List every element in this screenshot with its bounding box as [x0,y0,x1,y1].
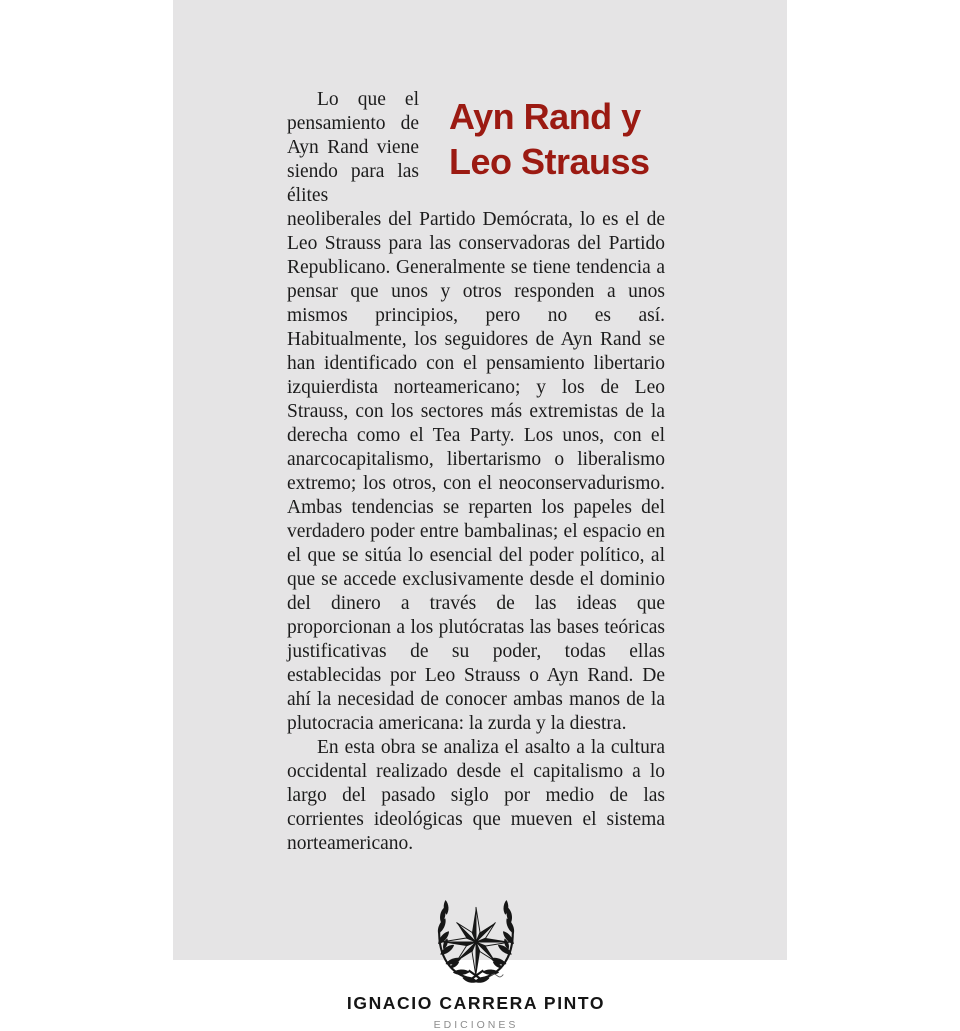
publisher-block [287,900,665,1031]
publisher-name: IGNACIO CARRERA PINTO [346,993,606,1013]
publisher-subtitle: EDICIONES [433,1019,519,1031]
book-title-line1: Ayn Rand y [449,96,641,137]
title-block [449,88,665,207]
synopsis-paragraph-2: En esta obra se analiza el asalto a la cultura occidental realizado desde el capitalismo a lo largo del pasado siglo por medio de las corrientes ideológicas que mueven el sistema norteamericano. [287,737,665,854]
book-title [449,88,665,184]
cover-content [287,88,665,1031]
synopsis-paragraph-1: Lo que el pensamiento de Ayn Rand viene siendo para las élites neoliberales del Partido Demócrata, lo es el de Leo Strauss para las conservadoras del Partido Republicano. Generalmente se tiene tendencia a pensar que unos y otros responden a unos mismos principios, pero no es así. Habitualmente, los seguidores de Ayn Rand se han identificado con el pensamiento libertario izquierdista norteamericano; y los de Leo Strauss, con los sectores más extremistas de la derecha como el Tea Party. Los unos, con el anarcocapitalismo, libertarismo o liberalismo extremo; los otros, con el neoconservadurismo. Ambas tendencias se reparten los papeles del verdadero poder entre bambalinas; el espacio en el que se sitúa lo esencial del poder político, al que se accede exclusivamente desde el dominio del dinero a través de las ideas que proporcionan a los plutócratas las bases teóricas justificativas de su poder, todas ellas establecidas por Leo Strauss o Ayn Rand. De ahí la necesidad de conocer ambas manos de la plutocracia americana: la zurda y la diestra. [287,89,665,734]
book-back-cover [173,0,787,1031]
signature-squiggle [491,974,504,977]
star-laurel-emblem-icon [426,900,526,984]
synopsis [287,88,665,856]
book-title-line2: Leo Strauss [449,141,650,182]
